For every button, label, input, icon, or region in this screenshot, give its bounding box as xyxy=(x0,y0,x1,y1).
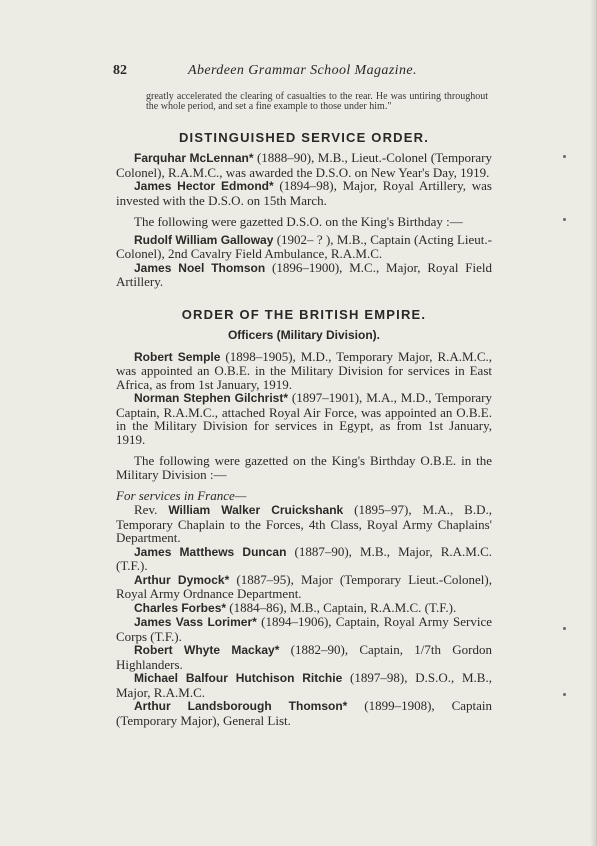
entry-name: Farquhar McLennan* xyxy=(134,151,254,165)
dso-birthday-intro: The following were gazetted D.S.O. on the King's Birthday :— xyxy=(134,214,463,229)
entry-text: (1899–1908), Captain (Temporary Major), General List. xyxy=(116,698,493,728)
dso-entry xyxy=(116,179,492,207)
dso-birthday-entry xyxy=(116,261,492,289)
page-edge-shadow xyxy=(590,0,596,846)
paper-speck xyxy=(563,693,566,696)
dso-birthday-entry xyxy=(116,233,492,261)
entry-text: (1897–1901), M.A., M.D., Temporary Captain, R.A.M.C., attached Royal Air Force, was appointed an O.B.E. in the Military Division for services in Egypt, as from 1st January, 1919. xyxy=(116,390,492,447)
france-entry xyxy=(116,601,492,616)
entry-text: (1884–86), M.B., Captain, R.A.M.C. (T.F.). xyxy=(226,599,457,615)
running-header xyxy=(113,63,493,83)
entry-text: (1894–1906), Captain, Royal Army Service Corps (T.F.). xyxy=(116,614,492,644)
entry-text: (1898–1905), M.D., Temporary Major, R.A.M.C., was appointed an O.B.E. in the Military Division for services in East Africa, as from 1st January, 1919. xyxy=(116,348,492,392)
entry-text: (1896–1900), M.C., Major, Royal Field Artillery. xyxy=(116,259,492,289)
dso-heading: DISTINGUISHED SERVICE ORDER. xyxy=(178,130,430,145)
entry-prefix: Rev. xyxy=(134,502,169,517)
entry-text: (1888–90), M.B., Lieut.-Colonel (Temporary Colonel), R.A.M.C., was awarded the D.S.O. on New Year's Day, 1919. xyxy=(116,150,492,180)
france-entry xyxy=(116,643,492,671)
entry-name: James Hector Edmond* xyxy=(134,179,274,193)
france-entry xyxy=(116,545,492,573)
france-lead: For services in France— xyxy=(116,488,247,503)
entry-name: Arthur Dymock* xyxy=(134,572,230,587)
obe-entry xyxy=(116,350,492,392)
entry-text: (1902– ? ), M.B., Captain (Acting Lieut.-Colonel), 2nd Cavalry Field Ambulance, R.A.M.C. xyxy=(116,231,492,261)
entry-name: James Noel Thomson xyxy=(134,260,266,275)
magazine-title: Aberdeen Grammar School Magazine. xyxy=(188,63,417,78)
entry-name: Norman Stephen Gilchrist* xyxy=(134,391,288,405)
france-entry xyxy=(116,573,492,601)
obe-entry xyxy=(116,391,492,446)
france-entry xyxy=(116,699,492,727)
page-number: 82 xyxy=(113,63,127,78)
entry-name: James Vass Lorimer* xyxy=(134,615,257,629)
obe-subheading: Officers (Military Division). xyxy=(227,327,381,342)
paper-speck xyxy=(563,155,566,158)
france-entry xyxy=(116,671,492,699)
paper-speck xyxy=(563,627,566,630)
entry-name: James Matthews Duncan xyxy=(134,544,287,559)
entry-text: (1887–90), M.B., Major, R.A.M.C. (T.F.). xyxy=(116,543,492,573)
intro-quote: greatly accelerated the clearing of casualties to the rear. He was untiring throughout the whole period, and set a fine example to those under him." xyxy=(146,91,488,112)
france-entry xyxy=(116,615,492,643)
paper-speck xyxy=(563,218,566,221)
obe-heading: ORDER OF THE BRITISH EMPIRE. xyxy=(181,306,427,322)
page-body xyxy=(116,92,492,727)
entry-name: Robert Whyte Mackay* xyxy=(134,643,280,657)
entry-text: (1897–98), D.S.O., M.B., Major, R.A.M.C. xyxy=(116,670,492,700)
entry-name: Robert Semple xyxy=(134,349,221,364)
entry-name: William Walker Cruickshank xyxy=(168,503,344,517)
entry-name: Michael Balfour Hutchison Ritchie xyxy=(134,671,343,685)
entry-text: (1895–97), M.A., B.D., Temporary Chaplain to the Forces, 4th Class, Royal Army Chaplains' Department. xyxy=(116,502,492,545)
france-entry xyxy=(116,503,492,545)
entry-text: (1887–95), Major (Temporary Lieut.-Colonel), Royal Army Ordnance Department. xyxy=(116,571,492,601)
obe-birthday-intro: The following were gazetted on the King's Birthday O.B.E. in the Military Division :— xyxy=(116,453,492,482)
entry-text: (1882–90), Captain, 1/7th Gordon Highlanders. xyxy=(116,642,492,672)
entry-text: (1894–98), Major, Royal Artillery, was invested with the D.S.O. on 15th March. xyxy=(116,178,492,208)
dso-entry xyxy=(116,151,492,179)
entry-name: Rudolf William Galloway xyxy=(134,232,274,247)
entry-name: Arthur Landsborough Thomson* xyxy=(134,699,348,713)
entry-name: Charles Forbes* xyxy=(134,600,227,615)
